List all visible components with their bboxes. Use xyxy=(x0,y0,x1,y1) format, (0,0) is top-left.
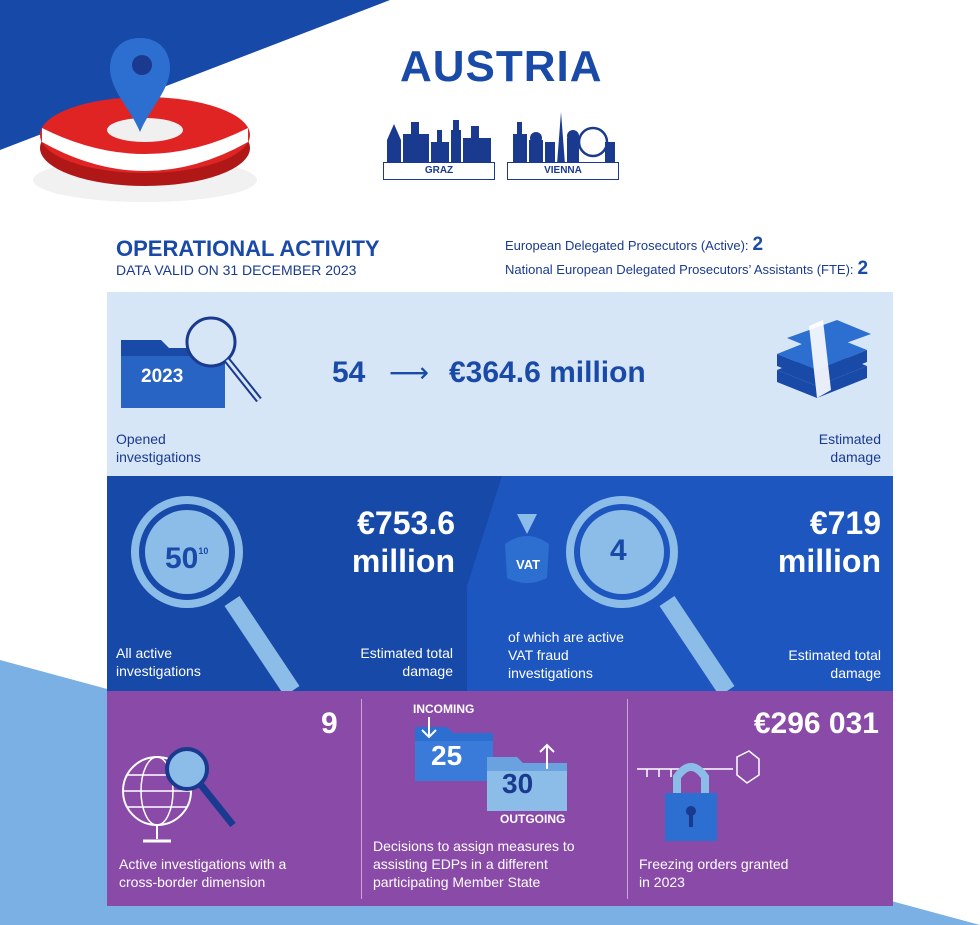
active-count-sup: 10 xyxy=(198,546,209,556)
graz-skyline xyxy=(383,112,495,180)
opened-label: Opened investigations xyxy=(116,431,201,465)
prosecutors-value: 2 xyxy=(752,234,764,255)
vat-count: 4 xyxy=(610,534,627,567)
year-label: 2023 xyxy=(141,366,184,387)
vat-damage-line2: million xyxy=(777,543,881,579)
vat-damage-line1: €719 xyxy=(809,505,881,541)
prosecutors-label: European Delegated Prosecutors (Active): xyxy=(505,238,749,253)
assistants-value: 2 xyxy=(857,258,869,279)
active-damage-label: Estimated total damage xyxy=(360,645,453,679)
incoming-value: 25 xyxy=(431,740,463,771)
freezing-value: €296 031 xyxy=(753,707,879,740)
assistants-stat xyxy=(505,258,868,280)
country-title: AUSTRIA xyxy=(400,42,603,91)
decisions-label: Decisions to assign measures to assisting EDPs in a different participating Member State xyxy=(373,838,575,890)
outgoing-value: 30 xyxy=(502,768,534,799)
opened-damage-label: Estimated damage xyxy=(818,431,881,465)
section-title: OPERATIONAL ACTIVITY xyxy=(116,236,380,261)
vienna-skyline-icon xyxy=(507,112,619,164)
money-stack-icon xyxy=(767,320,877,410)
vienna-skyline xyxy=(507,112,619,180)
vat-damage-label: Estimated total damage xyxy=(788,647,881,681)
vat-badge-icon xyxy=(501,514,553,586)
active-count xyxy=(165,542,209,575)
divider xyxy=(361,699,362,899)
crossborder-count: 9 xyxy=(321,707,338,740)
active-damage xyxy=(352,504,455,580)
active-count-value: 50 xyxy=(165,542,199,575)
active-label: All active investigations xyxy=(116,645,201,679)
assistants-label: National European Delegated Prosecutors’ Assistants (FTE): xyxy=(505,262,854,277)
outgoing-label: OUTGOING xyxy=(500,812,566,826)
vat-damage xyxy=(778,504,881,580)
city-label-graz: GRAZ xyxy=(383,162,495,180)
divider xyxy=(627,699,628,899)
graz-skyline-icon xyxy=(383,112,495,164)
prosecutors-stat xyxy=(505,234,763,256)
austria-flag-pin-icon xyxy=(30,30,260,205)
freezing-label: Freezing orders granted in 2023 xyxy=(639,856,789,890)
cooperation-panel xyxy=(107,691,893,906)
opened-damage: €364.6 million xyxy=(449,356,646,389)
active-damage-line2: million xyxy=(351,543,455,579)
arrow-icon: ⟶ xyxy=(389,357,430,388)
crossborder-label: Active investigations with a cross-border dimension xyxy=(119,856,287,890)
data-valid-date: DATA VALID ON 31 DECEMBER 2023 xyxy=(116,262,357,278)
opened-count: 54 xyxy=(332,356,366,389)
incoming-label: INCOMING xyxy=(413,702,475,716)
vat-badge-label: VAT xyxy=(516,557,541,572)
globe-magnifier-icon xyxy=(115,743,245,853)
active-damage-line1: €753.6 xyxy=(357,505,455,541)
padlock-icon xyxy=(633,747,763,847)
vat-label: of which are active VAT fraud investigations xyxy=(508,629,624,681)
folder-magnifier-icon xyxy=(121,312,271,412)
opened-investigations-panel xyxy=(107,292,893,476)
city-label-vienna: VIENNA xyxy=(507,162,619,180)
active-investigations-panel xyxy=(107,476,893,691)
